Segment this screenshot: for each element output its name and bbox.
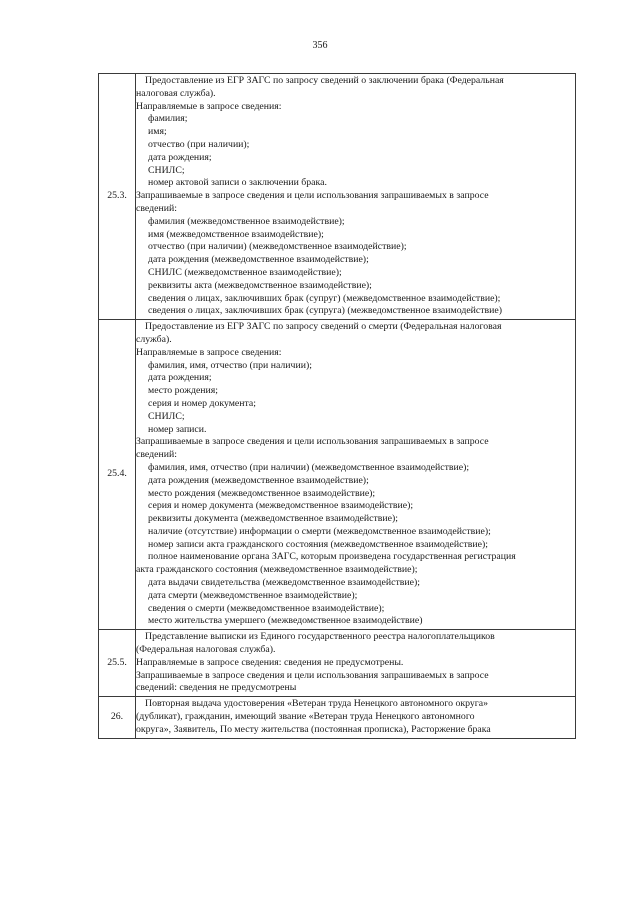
text-line: наличие (отсутствие) информации о смерти (межведомственное взаимодействие); xyxy=(148,525,491,537)
text-line: Направляемые в запросе сведения: xyxy=(136,100,282,112)
page-number: 356 xyxy=(312,40,328,51)
row-number: 25.5. xyxy=(99,630,136,697)
text-line: акта гражданского состояния (межведомственное взаимодействие); xyxy=(136,564,418,576)
text-line: полное наименование органа ЗАГС, которым произведена государственная регистрация xyxy=(148,551,516,563)
text-line: место рождения (межведомственное взаимодействие); xyxy=(148,487,376,499)
text-line: сведений: xyxy=(136,202,177,214)
text-line: СНИЛС (межведомственное взаимодействие); xyxy=(148,266,342,278)
text-line: округа», Заявитель, По месту жительства (постоянная прописка), Расторжение брака xyxy=(136,723,491,735)
table-row xyxy=(99,697,576,738)
text-line: Направляемые в запросе сведения: сведения не предусмотрены. xyxy=(136,656,404,668)
table-row xyxy=(99,630,576,697)
text-line: фамилия (межведомственное взаимодействие); xyxy=(148,215,345,227)
row-content xyxy=(136,320,576,630)
row-number: 25.4. xyxy=(99,320,136,630)
text-line: СНИЛС; xyxy=(148,410,185,422)
text-line: сведения о смерти (межведомственное взаимодействие); xyxy=(148,602,385,614)
text-line: дата смерти (межведомственное взаимодействие); xyxy=(148,589,358,601)
text-line: (Федеральная налоговая служба). xyxy=(136,644,276,656)
row-content xyxy=(136,74,576,320)
text-line: реквизиты акта (межведомственное взаимодействие); xyxy=(148,279,372,291)
text-line: налоговая служба). xyxy=(136,87,216,99)
text-line: имя; xyxy=(148,126,167,138)
row-content xyxy=(136,697,576,738)
text-line: Повторная выдача удостоверения «Ветеран труда Ненецкого автономного округа» xyxy=(145,698,489,710)
text-line: (дубликат), гражданин, имеющий звание «Ветеран труда Ненецкого автономного xyxy=(136,711,475,723)
text-line: Предоставление из ЕГР ЗАГС по запросу сведений о смерти (Федеральная налоговая xyxy=(145,321,502,333)
text-line: Запрашиваемые в запросе сведения и цели использования запрашиваемых в запросе xyxy=(136,436,489,448)
text-line: Запрашиваемые в запросе сведения и цели использования запрашиваемых в запросе xyxy=(136,669,489,681)
text-line: Предоставление из ЕГР ЗАГС по запросу сведений о заключении брака (Федеральная xyxy=(145,75,504,86)
text-line: отчество (при наличии); xyxy=(148,138,250,150)
text-line: фамилия; xyxy=(148,113,188,125)
text-line: номер записи. xyxy=(148,423,207,435)
text-line: реквизиты документа (межведомственное взаимодействие); xyxy=(148,513,398,525)
text-line: дата рождения (межведомственное взаимодействие); xyxy=(148,254,369,266)
text-line: СНИЛС; xyxy=(148,164,185,176)
text-line: номер актовой записи о заключении брака. xyxy=(148,177,327,189)
text-line: Направляемые в запросе сведения: xyxy=(136,346,282,358)
text-line: дата рождения (межведомственное взаимодействие); xyxy=(148,474,369,486)
text-line: номер записи акта гражданского состояния (межведомственное взаимодействие); xyxy=(148,538,488,550)
table-row xyxy=(99,320,576,630)
text-line: служба). xyxy=(136,333,172,345)
text-line: имя (межведомственное взаимодействие); xyxy=(148,228,324,240)
text-line: сведения о лицах, заключивших брак (супруга) (межведомственное взаимодействие) xyxy=(148,305,503,317)
row-number: 26. xyxy=(99,697,136,738)
text-line: Представление выписки из Единого государственного реестра налогоплательщиков xyxy=(145,631,495,643)
text-line: сведений: сведения не предусмотрены xyxy=(136,682,297,694)
text-line: отчество (при наличии) (межведомственное взаимодействие); xyxy=(148,241,407,253)
text-line: серия и номер документа (межведомственное взаимодействие); xyxy=(148,500,414,512)
text-line: дата рождения; xyxy=(148,372,212,384)
text-line: дата рождения; xyxy=(148,151,212,163)
text-line: место рождения; xyxy=(148,385,219,397)
text-line: серия и номер документа; xyxy=(148,397,256,409)
text-line: место жительства умершего (межведомственное взаимодействие) xyxy=(148,615,423,627)
text-line: сведения о лицах, заключивших брак (супруг) (межведомственное взаимодействие); xyxy=(148,292,501,304)
table-row xyxy=(99,74,576,320)
text-line: фамилия, имя, отчество (при наличии) (межведомственное взаимодействие); xyxy=(148,461,470,473)
document-table xyxy=(98,73,576,739)
text-line: дата выдачи свидетельства (межведомственное взаимодействие); xyxy=(148,577,420,589)
row-content xyxy=(136,630,576,697)
text-line: фамилия, имя, отчество (при наличии); xyxy=(148,359,312,371)
text-line: сведений: xyxy=(136,449,177,461)
row-number: 25.3. xyxy=(99,74,136,320)
text-line: Запрашиваемые в запросе сведения и цели использования запрашиваемых в запросе xyxy=(136,190,489,202)
